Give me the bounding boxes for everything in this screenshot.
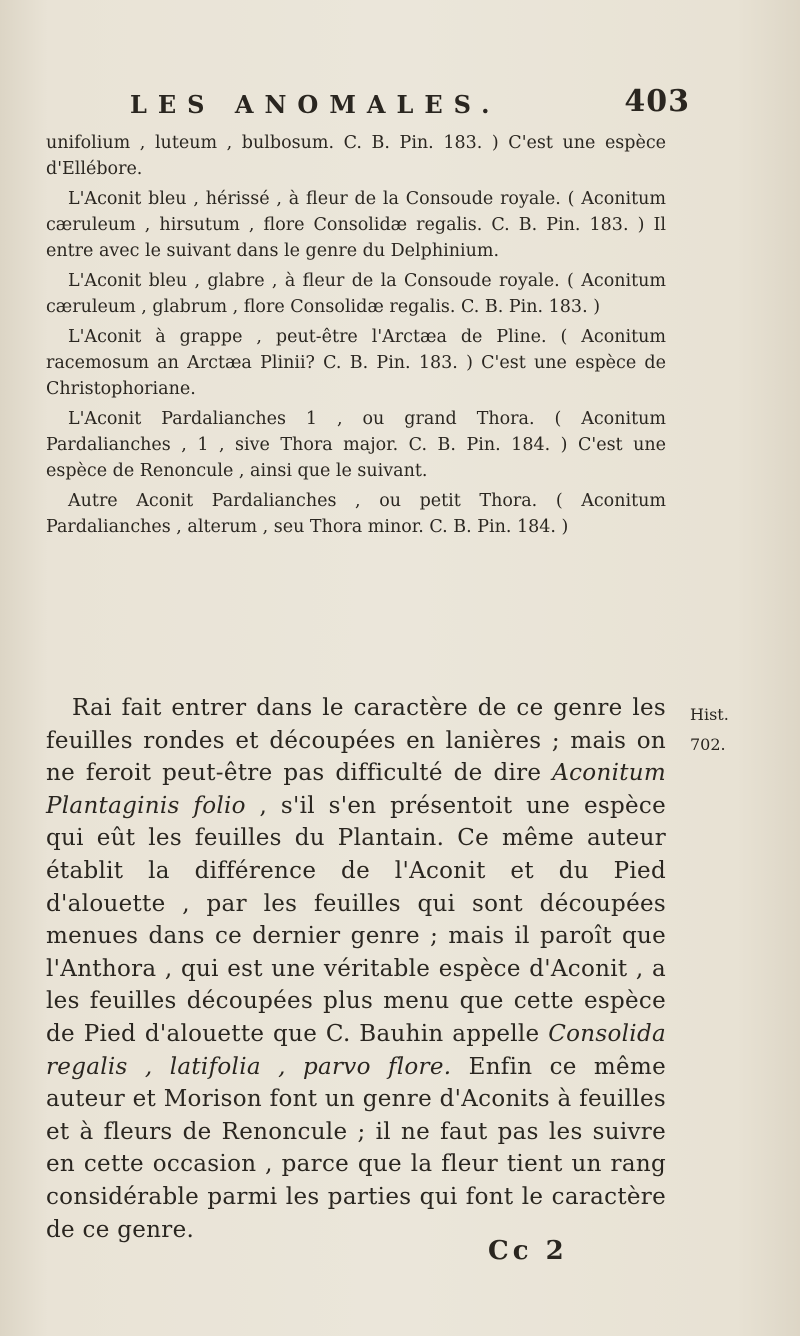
margin-reference-line: 702. bbox=[690, 735, 726, 754]
latin-term: Consolida regalis , latifolia , parvo flore. bbox=[46, 1020, 666, 1080]
body-text: Enfin ce même auteur et Morison font un genre d'Aconits à feuilles et à fleurs de Renoncule ; il ne faut pas les suivre en cette occasion , parce que la fleur tient un rang considérable parmi les parties qui font le caractère de ce genre. bbox=[46, 1053, 666, 1243]
body-paragraph bbox=[46, 692, 666, 1246]
latin-term: Aconitum Plantaginis folio bbox=[46, 760, 666, 819]
note-paragraph: Autre Aconit Pardalianches , ou petit Thora. ( Aconitum Pardalianches , alterum , seu Thora minor. C. B. Pin. 184. ) bbox=[46, 491, 666, 537]
note-paragraph: L'Aconit à grappe , peut-être l'Arctæa de Pline. ( Aconitum racemosum an Arctæa Plinii? C. B. Pin. 183. ) C'est une espèce de Christophoriane. bbox=[46, 327, 666, 399]
body-text: , s'il s'en présentoit une espèce qui eût les feuilles du Plantain. Ce même auteur établit la différence de l'Aconit et du Pied d'alouette , par les feuilles qui sont découpées menues dans ce dernier genre ; mais il paroît que l'Anthora , qui est une véritable espèce d'Aconit , a les feuilles découpées plus menu que cette espèce de Pied d'alouette que C. Bauhin appelle bbox=[46, 792, 666, 1047]
running-title: LES ANOMALES. bbox=[130, 90, 501, 119]
note-paragraph: L'Aconit bleu , glabre , à fleur de la Consoude royale. ( Aconitum cæruleum , glabrum , flore Consolidæ regalis. C. B. Pin. 183. ) bbox=[46, 271, 666, 317]
body-text: Rai fait entrer dans le caractère de ce genre les feuilles rondes et découpées en lanières ; mais on ne feroit peut-être pas difficulté de dire bbox=[46, 695, 666, 787]
note-paragraph: L'Aconit Pardalianches 1 , ou grand Thora. ( Aconitum Pardalianches , 1 , sive Thora major. C. B. Pin. 184. ) C'est une espèce de Renoncule , ainsi que le suivant. bbox=[46, 409, 666, 481]
page-number: 403 bbox=[624, 84, 690, 119]
main-text bbox=[46, 692, 666, 1246]
note-paragraph: L'Aconit bleu , hérissé , à fleur de la Consoude royale. ( Aconitum cæruleum , hirsutum , flore Consolidæ regalis. C. B. Pin. 183. ) Il entre avec le suivant dans le genre du Delphinium. bbox=[46, 189, 666, 261]
signature-mark: Cc 2 bbox=[488, 1236, 568, 1266]
margin-reference-line: Hist. bbox=[690, 705, 729, 724]
footnote-block bbox=[46, 130, 666, 544]
page-header bbox=[130, 84, 690, 124]
note-paragraph: unifolium , luteum , bulbosum. C. B. Pin. 183. ) C'est une espèce d'Ellébore. bbox=[46, 133, 666, 179]
margin-reference bbox=[690, 700, 750, 760]
